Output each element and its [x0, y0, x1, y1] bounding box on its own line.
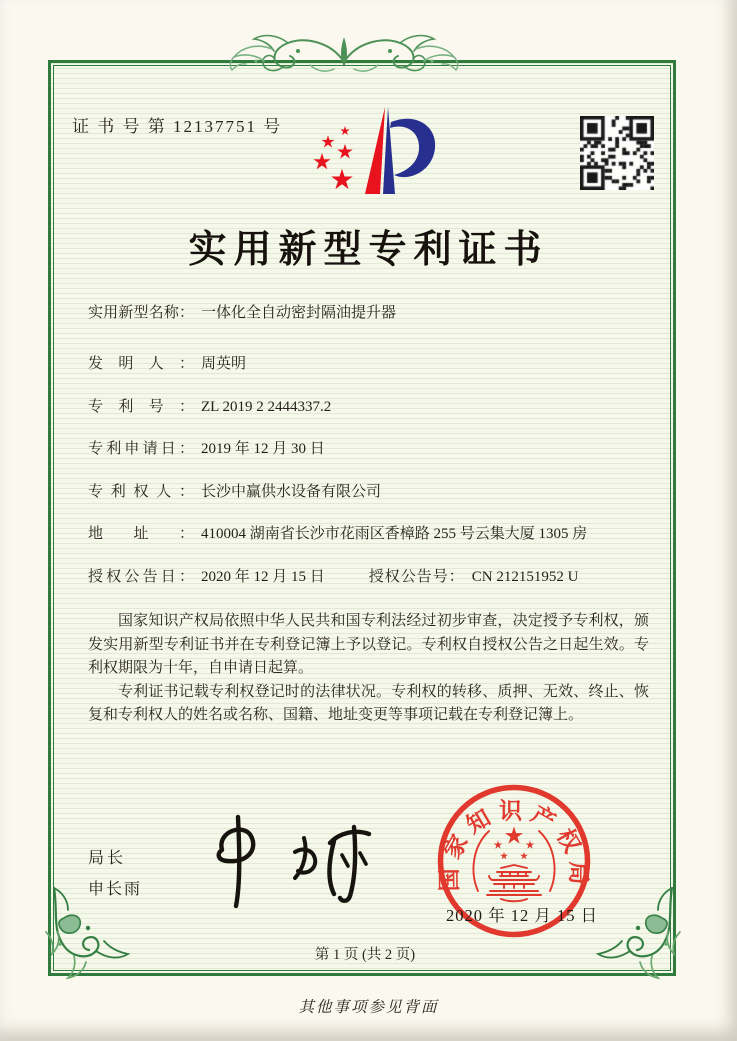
field-label: 地址：	[88, 526, 194, 542]
field-label: 专利申请日：	[88, 441, 194, 457]
certificate-number: 证 书 号 第 12137751 号	[72, 117, 283, 136]
field-value: 长沙中赢供水设备有限公司	[201, 483, 382, 500]
field-row-filing-date	[88, 438, 650, 472]
back-side-note: 其他事项参见背面	[298, 999, 439, 1016]
field-value: 410004 湖南省长沙市花雨区香樟路 255 号云集大厦 1305 房	[201, 526, 588, 542]
corner-flourish-ornament	[592, 884, 696, 988]
field-value: 周英明	[201, 356, 247, 372]
top-flourish-ornament	[226, 27, 462, 85]
field-row-grant-date-and-number	[88, 566, 650, 600]
page-indicator: 第 1 页 (共 2 页)	[314, 947, 416, 963]
legal-body-text	[88, 610, 649, 728]
field-label: 实用新型名称：	[88, 305, 194, 321]
field-value: ZL 2019 2 2444337.2	[201, 398, 332, 415]
field-row-utility-model-name	[88, 302, 650, 336]
certificate-title: 实用新型专利证书	[188, 229, 549, 271]
qr-code	[580, 116, 654, 190]
corner-flourish-ornament	[30, 884, 134, 988]
legal-paragraph-grant: 国家知识产权局依照中华人民共和国专利法经过初步审查，决定授予专利权，颁发实用新型专利证书并在专利登记簿上予以登记。专利权自授权公告之日起生效。专利权期限为十年，自申请日起算。	[88, 613, 649, 676]
commissioner-title: 局长	[88, 850, 127, 867]
cnipa-logo-icon	[297, 100, 447, 205]
field-label: 发明人：	[88, 356, 194, 372]
commissioner-name: 申长雨	[88, 881, 143, 898]
field-row-address	[88, 523, 650, 557]
seal-organization-text: 国家知识产权局	[436, 798, 592, 892]
legal-paragraph-register: 专利证书记载专利权登记时的法律状况。专利权的转移、质押、无效、终止、恢复和专利权人的姓名或名称、国籍、地址变更等事项记载在专利登记簿上。	[88, 683, 649, 723]
field-value: CN 212151952 U	[471, 568, 579, 585]
certificate-fields	[88, 302, 650, 608]
seal-date: 2020 年 12 月 15 日	[446, 906, 599, 925]
field-row-inventor	[88, 353, 650, 387]
field-value: 2019 年 12 月 30 日	[201, 441, 325, 457]
field-label: 专利号：	[88, 398, 194, 415]
field-label: 授权公告日：	[88, 568, 194, 585]
field-value: 一体化全自动密封隔油提升器	[201, 305, 397, 321]
field-value: 2020 年 12 月 15 日	[201, 568, 325, 585]
field-label: 专利权人：	[88, 483, 194, 500]
field-row-patent-number	[88, 396, 650, 430]
field-row-patentee	[88, 481, 650, 515]
field-label: 授权公告号：	[368, 568, 465, 585]
director-signature	[192, 810, 382, 910]
